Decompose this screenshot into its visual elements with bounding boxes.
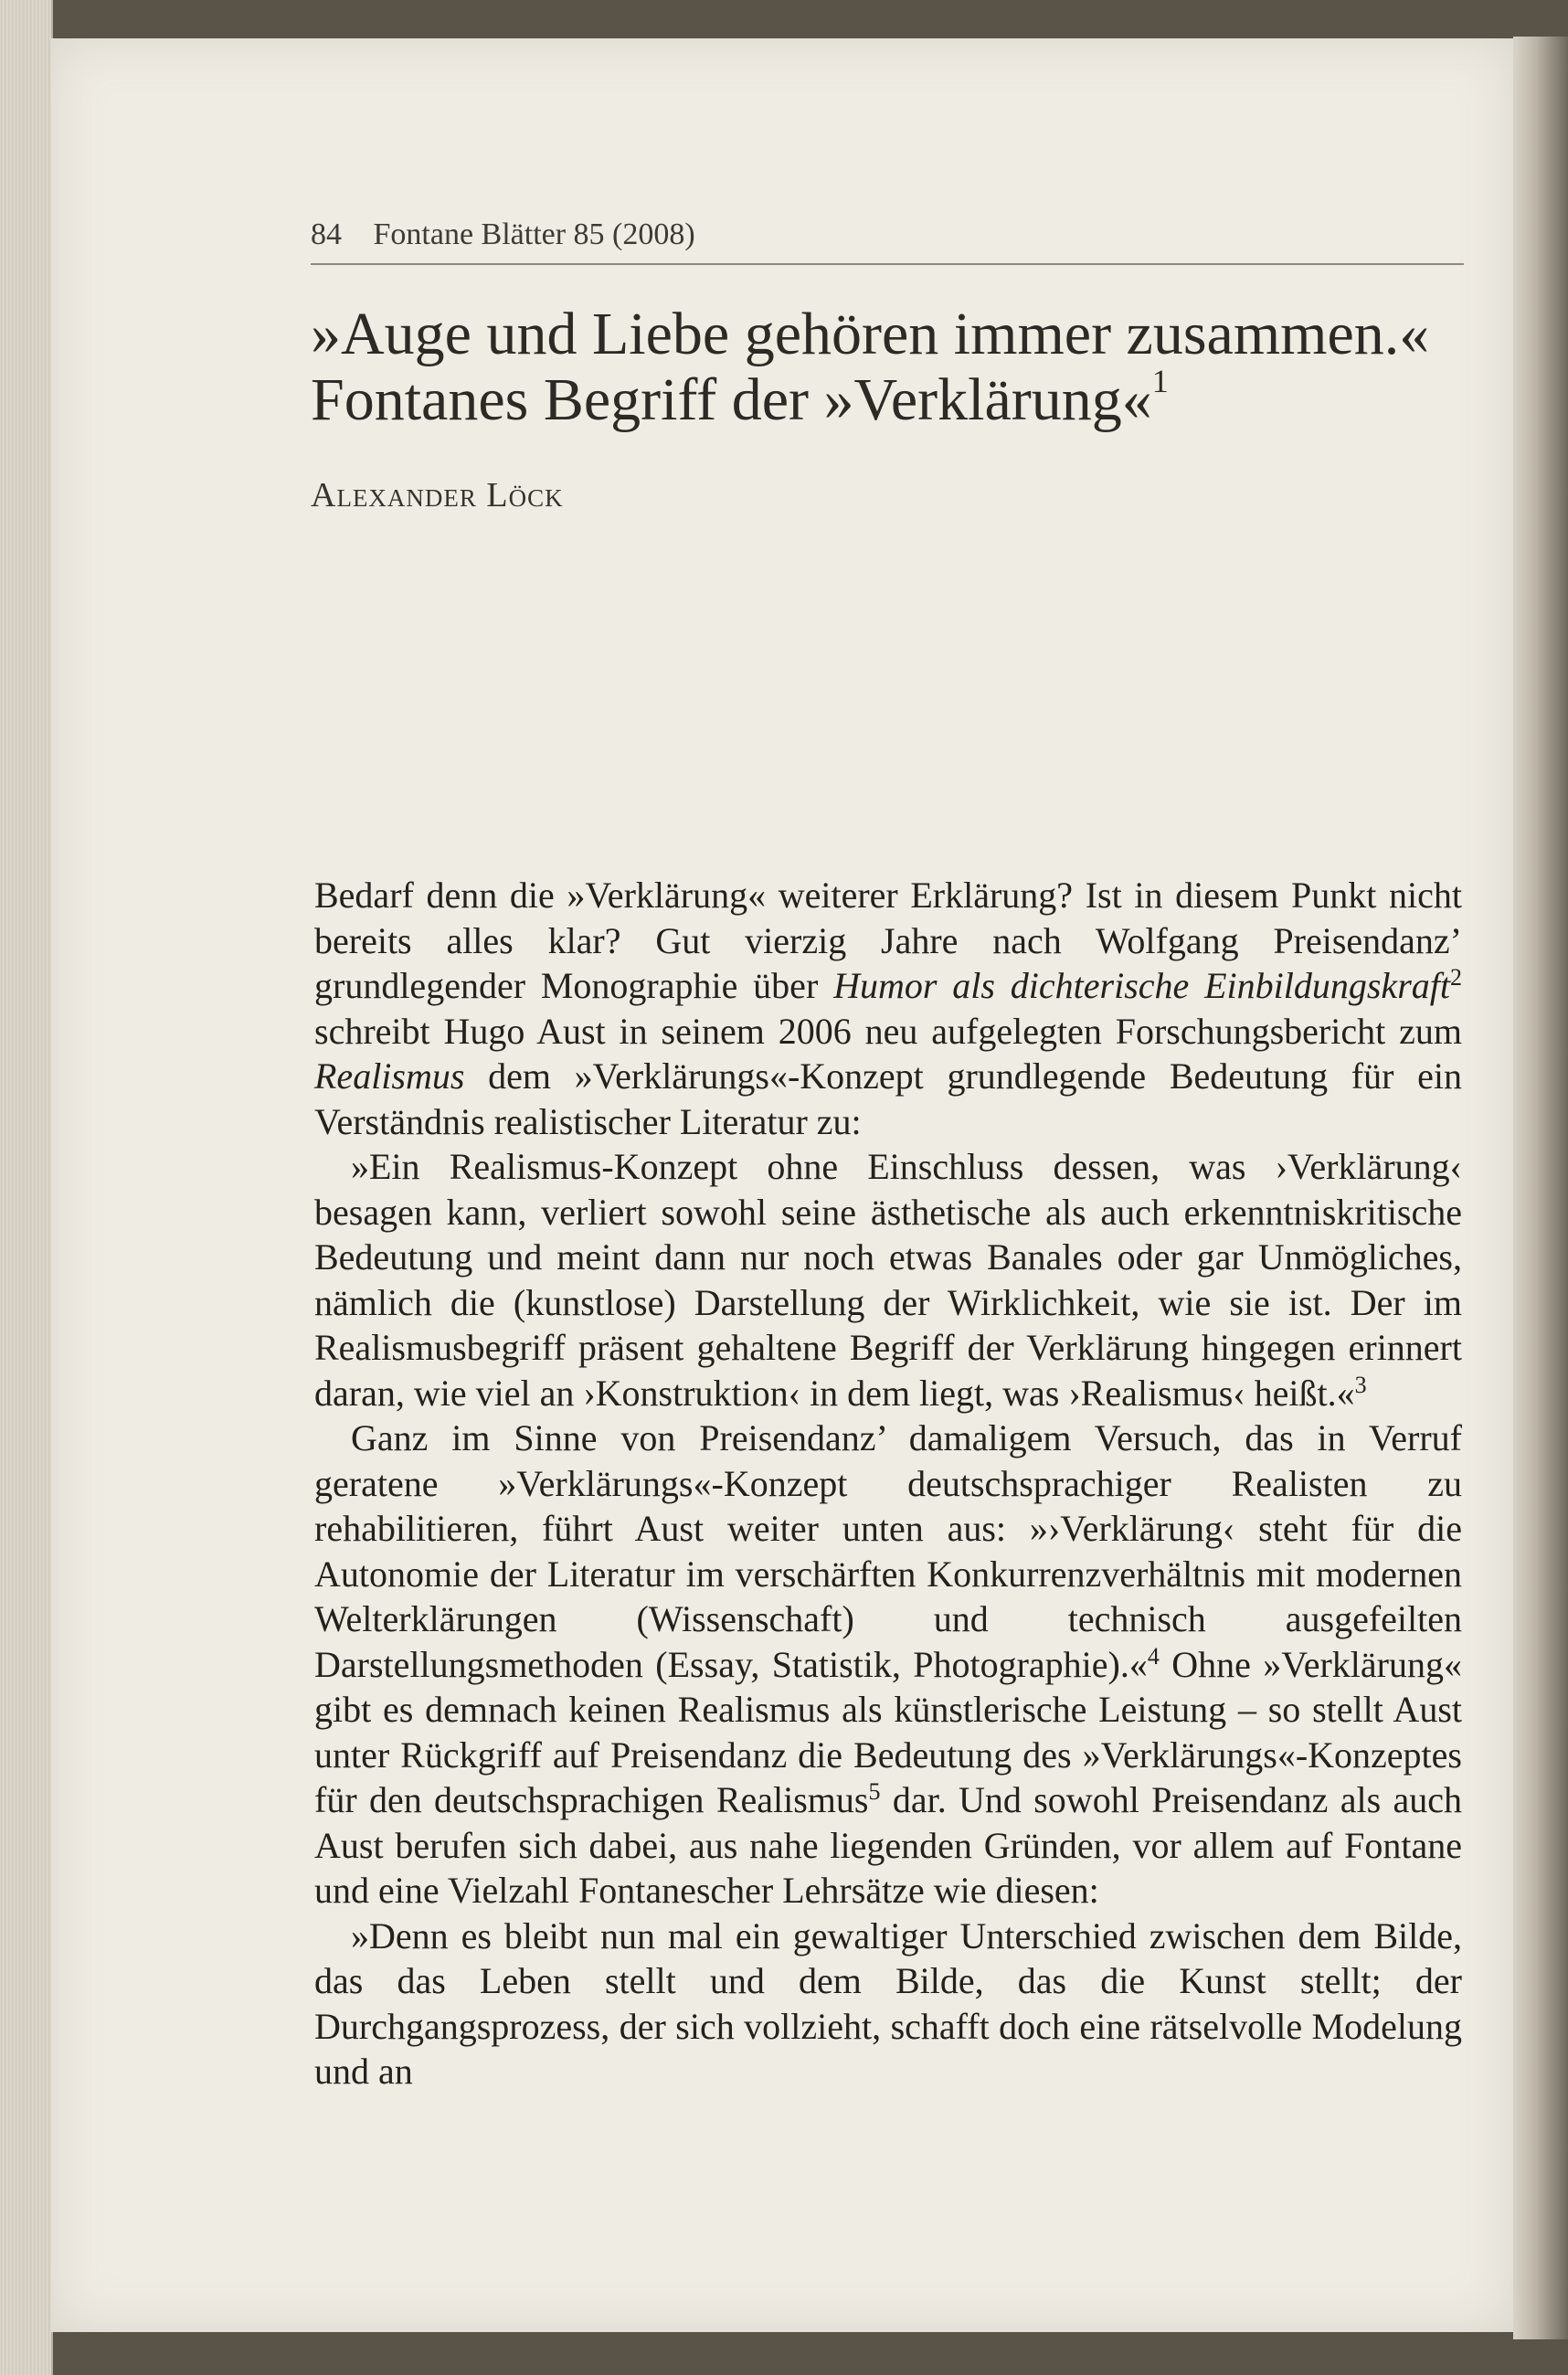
article-author: Alexander Löck (311, 476, 564, 514)
p3-text-b: Ohne »Verklärung« gibt es demnach keinen Realismus als künstlerische Leistung – so stellt Aust unter Rückgriff auf Preisendanz die Bedeutung des »Verklärungs«-Konzeptes für den deutschsprachigen Realismus (314, 1643, 1462, 1820)
title-line-2-text: Fontanes Begriff der »Verklärung« (311, 366, 1152, 433)
paragraph-3 (314, 1415, 1462, 1914)
page-number: 84 (311, 217, 342, 251)
footnote-ref-3: 3 (1354, 1371, 1367, 1398)
p1-text-c: dem »Verklärungs«-Konzept grundlegende Bedeutung für ein Verständnis realistischer Literatur zu: (314, 1055, 1462, 1142)
quote-fontane-text: »Denn es bleibt nun mal ein gewaltiger Unterschied zwischen dem Bilde, das das Leben stellt und dem Bilde, das die Kunst stellt; der Durchgangsprozess, der sich vollzieht, schafft doch eine rätselvolle Modelung und an (314, 1914, 1462, 2092)
article-title (311, 302, 1499, 433)
p1-text-b: schreibt Hugo Aust in seinem 2006 neu aufgelegten Forschungsbericht zum (314, 1010, 1462, 1052)
quote-fontane (314, 1914, 1462, 2094)
title-line-2 (311, 363, 1499, 433)
p1-text-a: Bedarf denn die »Verklärung« weiterer Erklärung? Ist in diesem Punkt nicht bereits alles klar? Gut vierzig Jahre nach Wolfgang Preisendanz’ grundlegender Monographie über (314, 875, 1462, 1006)
quote-1-text: »Ein Realismus-Konzept ohne Einschluss dessen, was ›Verklärung‹ besagen kann, verliert sowohl seine ästhetische als auch erkenntniskritische Bedeutung und meint dann nur noch etwas Banales oder gar Unmögliches, nämlich die (kunstlose) Darstellung der Wirklichkeit, wie sie ist. Der im Realismusbegriff präsent gehaltene Begriff der Verklärung hingegen erinnert daran, wie viel an ›Konstruktion‹ in dem liegt, was ›Realismus‹ heißt.« (314, 1146, 1462, 1414)
title-line-1: »Auge und Liebe gehören immer zusammen.« (311, 301, 1430, 367)
footnote-ref-5: 5 (868, 1778, 881, 1805)
p3-text-a: Ganz im Sinne von Preisendanz’ damaligem Versuch, das in Verruf geratene »Verklärungs«-Konzept deutschsprachiger Realisten zu rehabilitieren, führt Aust weiter unten aus: »›Verklärung‹ steht für die Autonomie der Literatur im verschärften Konkurrenzverhältnis mit modernen Welterklärungen (Wissenschaft) und technisch ausgefeilten Darstellungsmethoden (Essay, Statistik, Photographie).« (314, 1417, 1462, 1685)
book-title-realismus: Realismus (314, 1055, 465, 1097)
article-body (314, 873, 1462, 2094)
book-fore-edge (0, 0, 53, 2375)
footnote-ref-2: 2 (1449, 964, 1462, 991)
footnote-ref-4: 4 (1147, 1642, 1160, 1670)
book-gutter (1513, 37, 1568, 2339)
journal-title: Fontane Blätter 85 (2008) (373, 217, 695, 251)
title-footnote-ref: 1 (1151, 363, 1169, 399)
running-header (311, 217, 1464, 265)
quote-aust-1 (314, 1144, 1462, 1415)
paragraph-1 (314, 873, 1462, 1144)
book-title-humor: Humor als dichterische Einbildungskraft (833, 965, 1450, 1006)
p3-text-c: dar. Und sowohl Preisendanz als auch Aust berufen sich dabei, aus nahe liegenden Gründen, vor allem auf Fontane und eine Vielzahl Fontanescher Lehrsätze wie diesen: (314, 1779, 1462, 1911)
